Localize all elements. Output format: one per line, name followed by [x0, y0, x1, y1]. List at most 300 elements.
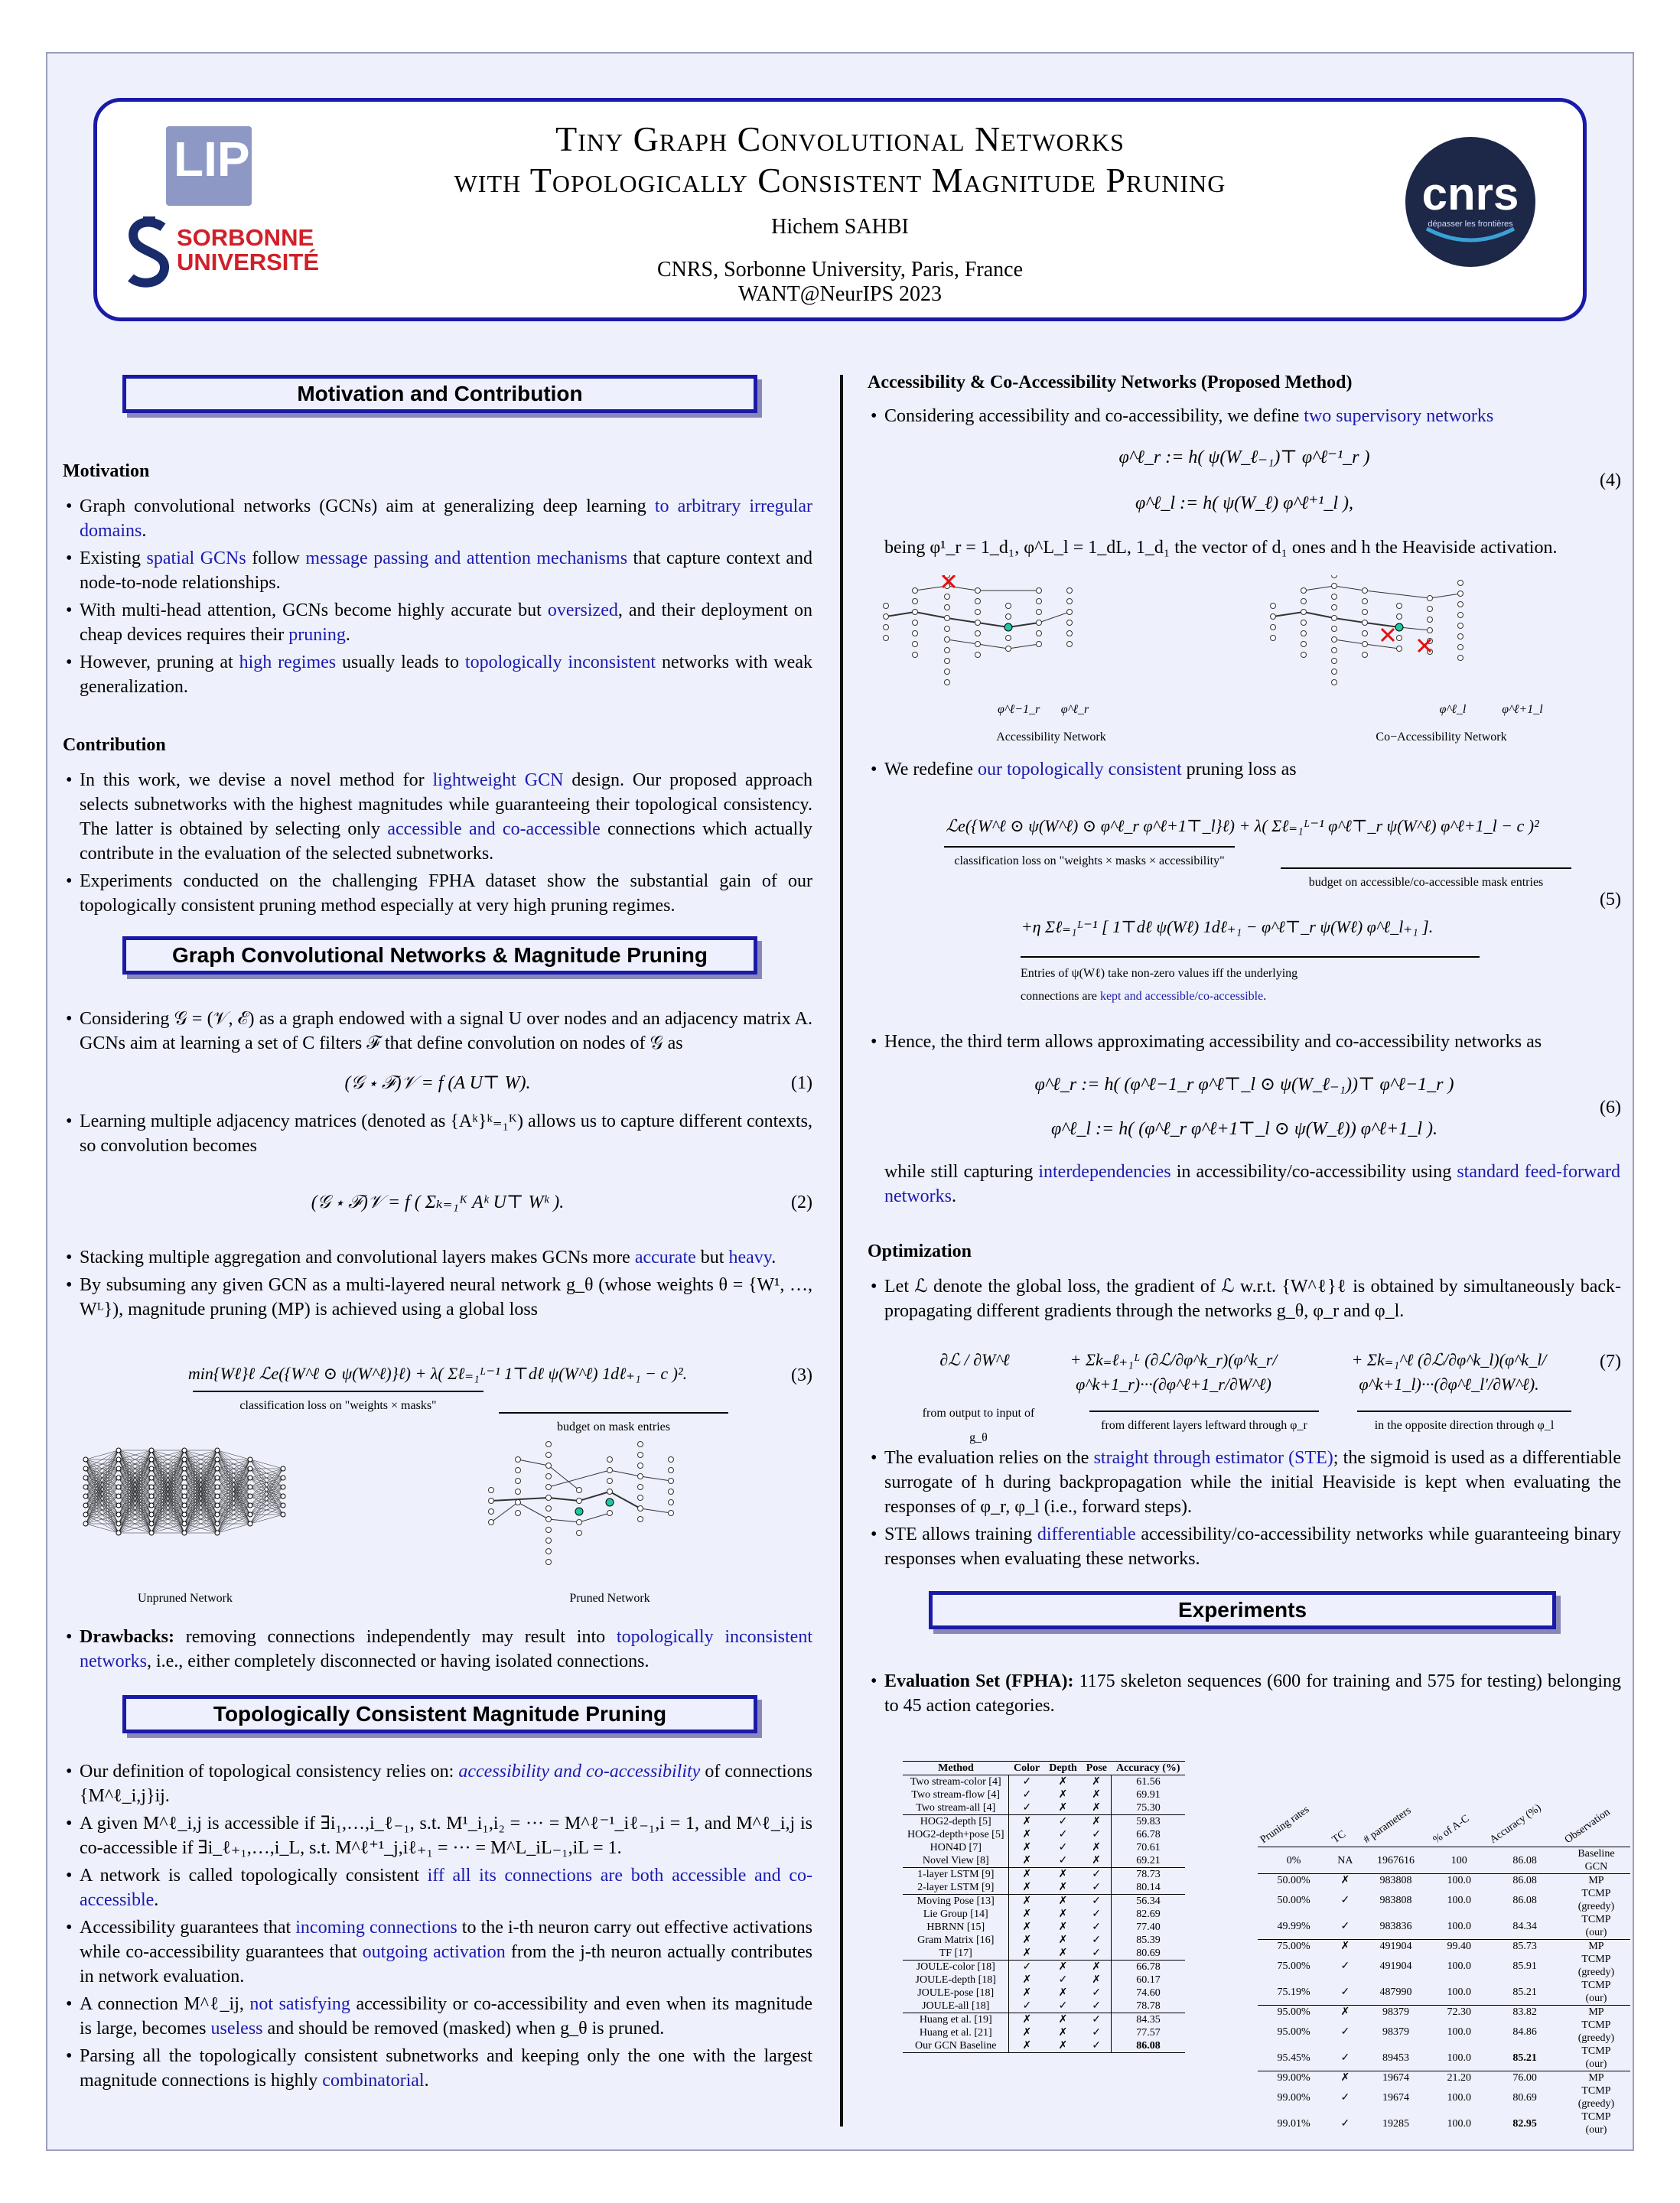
table-cell: ✗ — [1022, 1922, 1032, 1933]
network-edge — [518, 1459, 549, 1466]
table-cell: ✗ — [1022, 1882, 1032, 1893]
network-node — [1037, 631, 1042, 636]
table-cell: ✗ — [1044, 2013, 1082, 2027]
table-cell: ✗ — [1009, 2013, 1044, 2027]
table-cell: MP — [1562, 2006, 1630, 2019]
results-table-methods — [903, 1761, 1185, 2053]
highlight-node — [1395, 623, 1403, 631]
tcmp-item: • Our definition of topological consistency relies on: accessibility and co-accessibility of connections {M^ℓ_i,j}ij. — [63, 1759, 812, 1808]
table-cell: 49.99% — [1277, 1920, 1310, 1932]
table-cell: 80.14 — [1136, 1882, 1161, 1893]
network-node — [607, 1511, 613, 1516]
network-node — [884, 614, 889, 620]
table-cell: 77.57 — [1136, 2027, 1161, 2039]
highlight-node — [606, 1498, 614, 1506]
network-node — [913, 642, 918, 647]
table-cell: ✗ — [1022, 1948, 1032, 1959]
table-cell: ✗ — [1082, 1961, 1112, 1974]
table-cell: JOULE-all [18] — [903, 2000, 1009, 2013]
network-edge — [549, 1466, 579, 1490]
table-cell: ✓ — [1022, 1776, 1032, 1788]
table-cell: ✓ — [1022, 1789, 1032, 1801]
table-cell: ✗ — [1058, 1987, 1068, 1999]
network-node — [1067, 599, 1073, 604]
table-cell: HOG2-depth [5] — [903, 1815, 1009, 1829]
table-cell: TCMP (greedy) — [1577, 2085, 1615, 2110]
table2-header: % of A-C — [1431, 1813, 1472, 1847]
table-cell: 95.00% — [1277, 2026, 1310, 2038]
network-node — [182, 1494, 187, 1498]
table-cell: TCMP (our) — [1581, 2045, 1611, 2070]
table-cell: 19674 — [1382, 2091, 1409, 2104]
network-edge — [610, 1492, 640, 1508]
network-node — [281, 1503, 285, 1508]
table-row — [1258, 1940, 1630, 1954]
tcmp-list — [63, 1759, 812, 2096]
table-cell: ✓ — [1082, 1881, 1112, 1895]
equation-5b: +η Σℓ₌₁ᴸ⁻¹ [ 1⊤dℓ ψ(Wℓ) 1dℓ₊₁ − φ^ℓ⊤_r ψ(Wℓ) φ^ℓ_l₊₁ ]. — [1021, 917, 1434, 936]
optimization-bullet-1: • Let ℒ denote the global loss, the gradient of ℒ w.r.t. {W^ℓ}ℓ is obtained by simultaneously back-propagating different gradients through the networks g_θ, φ_r and φ_l. — [868, 1274, 1621, 1326]
table-cell: 59.83 — [1112, 1815, 1185, 1829]
network-node — [149, 1448, 154, 1453]
network-node — [1301, 610, 1307, 615]
table-cell: Two stream-all [4] — [903, 1801, 1009, 1815]
network-node — [1363, 620, 1368, 626]
network-node — [669, 1457, 674, 1463]
table-cell: ✗ — [1022, 1935, 1032, 1946]
table-row — [1258, 2019, 1630, 2045]
table-cell: 70.61 — [1136, 1842, 1161, 1853]
network-node — [281, 1476, 285, 1480]
network-node — [1428, 617, 1433, 623]
table-cell: 75.30 — [1136, 1802, 1161, 1814]
table-cell: TCMP (greedy) — [1577, 1954, 1615, 1978]
equation-7-brace-1: from output to input of g_θ — [922, 1407, 1035, 1444]
table-cell: ✗ — [1044, 1961, 1082, 1974]
methods-table — [903, 1761, 1185, 2053]
table-row — [903, 1881, 1185, 1895]
network-node — [116, 1448, 121, 1453]
gcn-bullets-3-4 — [63, 1245, 812, 1325]
network-node — [1397, 646, 1402, 652]
table-cell: ✓ — [1340, 1920, 1350, 1932]
network-node — [116, 1531, 121, 1535]
table-cell: 99.00% — [1258, 2071, 1330, 2085]
network-node — [638, 1506, 643, 1512]
network-node — [1363, 652, 1368, 658]
table-cell: 86.08 — [1487, 1847, 1562, 1874]
table-cell: ✓ — [1082, 1947, 1112, 1961]
table-cell: JOULE-depth [18] — [903, 1974, 1009, 1987]
table-cell: ✓ — [1340, 2117, 1350, 2130]
network-edge — [250, 1496, 283, 1524]
table-cell: 85.39 — [1136, 1935, 1161, 1946]
network-node — [975, 599, 981, 604]
network-node — [149, 1503, 154, 1508]
table-cell: 86.08 — [1112, 2039, 1185, 2053]
table-row — [1258, 1979, 1630, 2006]
table-cell: JOULE-color [18] — [903, 1961, 1009, 1974]
table-cell: 89453 — [1382, 2052, 1409, 2064]
table-row — [903, 1868, 1185, 1882]
fig-label-phi-r-prev: φ^ℓ−1_r — [998, 703, 1040, 716]
table-cell: 86.08 — [1512, 1894, 1537, 1906]
network-edge — [518, 1502, 549, 1519]
table2-header: TC — [1330, 1828, 1349, 1847]
network-node — [546, 1506, 552, 1512]
equation-7-brace-3: in the opposite direction through φ_l — [1357, 1411, 1571, 1438]
section-title-motivation: Motivation and Contribution — [122, 375, 757, 413]
table-cell: 0% — [1258, 1847, 1330, 1874]
table-cell: HON4D [7] — [903, 1841, 1009, 1854]
table-cell: ✓ — [1082, 1987, 1112, 2000]
accessibility-while: while still capturing interdependencies in accessibility/co-accessibility using standard feed-forward networks. — [884, 1162, 1620, 1206]
network-node — [182, 1457, 187, 1462]
equation-1: (𝒢 ⋆ ℱ)𝒱 = f (A U⊤ W). (1) — [63, 1071, 812, 1095]
network-node — [546, 1485, 552, 1490]
table-cell: 76.00 — [1487, 2071, 1562, 2085]
network-node — [638, 1453, 643, 1458]
network-node — [1332, 648, 1337, 653]
table-cell: ✗ — [1082, 1854, 1112, 1868]
table-cell: ✓ — [1082, 2039, 1112, 2053]
table2-header: Observation — [1563, 1806, 1613, 1847]
network-edge — [1334, 618, 1365, 623]
network-node — [215, 1485, 220, 1489]
table-cell: MP — [1562, 1940, 1630, 1954]
table-cell: 100.0 — [1447, 1920, 1471, 1932]
table-cell: ✓ — [1058, 1829, 1068, 1840]
network-node — [83, 1457, 88, 1462]
network-node — [1332, 637, 1337, 643]
network-node — [1332, 584, 1337, 589]
network-node — [1458, 656, 1463, 661]
affiliation: CNRS, Sorbonne University, Paris, France WANT@NeurIPS 2023 — [656, 258, 1024, 306]
network-node — [116, 1503, 121, 1508]
table-cell: ✗ — [1022, 1842, 1032, 1853]
network-node — [975, 620, 981, 626]
network-edge — [1008, 623, 1039, 627]
table-cell: 83.82 — [1487, 2006, 1562, 2019]
table-cell: 983808 — [1379, 1894, 1412, 1906]
network-node — [945, 637, 950, 643]
network-node — [1006, 646, 1011, 652]
contribution-heading: Contribution — [63, 735, 166, 755]
table-cell: 84.86 — [1512, 2026, 1537, 2038]
table-cell: ✗ — [1330, 2006, 1360, 2019]
table-cell: ✗ — [1044, 1868, 1082, 1882]
network-edge — [86, 1524, 119, 1533]
network-node — [116, 1466, 121, 1471]
table-cell: ✗ — [1082, 1815, 1112, 1829]
network-edge — [1304, 612, 1334, 618]
poster-header — [93, 98, 1587, 321]
table-cell: ✓ — [1082, 1895, 1112, 1909]
network-node — [1332, 626, 1337, 632]
table-cell: HBRNN [15] — [903, 1921, 1009, 1934]
table-row — [1258, 2071, 1630, 2085]
network-node — [1067, 631, 1073, 636]
motivation-item: • However, pruning at high regimes usually leads to topologically inconsistent networks with weak generalization. — [63, 650, 812, 699]
network-node — [1428, 628, 1433, 633]
network-node — [83, 1476, 88, 1480]
pruned-network-caption: Pruned Network — [569, 1592, 650, 1605]
table-cell: HOG2-depth+pose [5] — [903, 1828, 1009, 1841]
network-node — [546, 1538, 552, 1544]
optimization-bullets-2-3 — [868, 1446, 1621, 1574]
network-edge — [86, 1450, 119, 1496]
table-cell: 75.00% — [1258, 1940, 1330, 1954]
equation-6a: φ^ℓ_r := h( (φ^ℓ−1_r φ^ℓ⊤_l ⊙ ψ(W_ℓ₋₁))⊤ φ^ℓ−1_r ) — [1034, 1075, 1454, 1095]
table-row — [903, 2026, 1185, 2039]
network-node — [669, 1489, 674, 1495]
table-cell: 95.00% — [1258, 2006, 1330, 2019]
network-node — [1332, 680, 1337, 685]
table-cell: ✓ — [1082, 2013, 1112, 2027]
network-node — [1067, 610, 1073, 615]
table-cell: ✗ — [1082, 1801, 1112, 1815]
network-node — [281, 1512, 285, 1517]
network-node — [1458, 645, 1463, 650]
table2-header: Pruning rates — [1258, 1804, 1312, 1847]
network-node — [83, 1485, 88, 1489]
table-cell: ✓ — [1082, 1921, 1112, 1934]
network-node — [945, 605, 950, 610]
network-node — [516, 1457, 521, 1463]
network-node — [215, 1503, 220, 1508]
network-node — [149, 1466, 154, 1471]
table-cell: ✗ — [1082, 1788, 1112, 1801]
network-node — [1037, 588, 1042, 594]
table-cell: JOULE-pose [18] — [903, 1987, 1009, 2000]
network-node — [149, 1531, 154, 1535]
network-node — [975, 652, 981, 658]
network-node — [546, 1517, 552, 1522]
table-cell: 66.78 — [1112, 1961, 1185, 1974]
network-node — [638, 1517, 643, 1522]
network-node — [248, 1494, 252, 1498]
network-node — [1332, 575, 1337, 578]
network-node — [913, 588, 918, 594]
network-node — [1037, 599, 1042, 604]
network-node — [83, 1512, 88, 1517]
network-node — [669, 1511, 674, 1516]
table1-header: Method — [903, 1762, 1009, 1775]
table-row — [903, 1987, 1185, 2000]
table-cell: 99.01% — [1277, 2117, 1310, 2130]
network-node — [248, 1521, 252, 1526]
table-cell: Huang et al. [19] — [903, 2013, 1009, 2027]
network-node — [281, 1494, 285, 1498]
network-node — [516, 1468, 521, 1473]
table-cell: 60.17 — [1136, 1974, 1161, 1986]
network-node — [546, 1442, 552, 1447]
table-cell: 61.56 — [1136, 1776, 1161, 1788]
network-node — [215, 1448, 220, 1453]
network-node — [669, 1500, 674, 1505]
network-node — [182, 1476, 187, 1480]
network-edge — [217, 1524, 250, 1533]
network-node — [1271, 636, 1276, 641]
network-node — [1271, 604, 1276, 609]
equation-4b: φ^ℓ_l := h( ψ(W_ℓ) φ^ℓ⁺¹_l ), — [1135, 493, 1354, 513]
table-cell: 100.0 — [1447, 1960, 1471, 1972]
network-node — [116, 1512, 121, 1517]
network-node — [638, 1474, 643, 1479]
network-node — [638, 1463, 643, 1469]
network-node — [945, 648, 950, 653]
poster-title: Tiny Graph Convolutional Networks with Topologically Consistent Magnitude Pruning — [454, 119, 1226, 200]
network-node — [1458, 613, 1463, 618]
table-cell: Two stream-flow [4] — [903, 1788, 1009, 1801]
table-cell: ✗ — [1044, 1895, 1082, 1909]
table-cell: 100 — [1431, 1847, 1487, 1874]
network-node — [1332, 669, 1337, 675]
table-cell: 84.35 — [1112, 2013, 1185, 2027]
table-cell: ✗ — [1082, 1775, 1112, 1789]
table-cell: ✗ — [1058, 1935, 1068, 1946]
network-edge — [217, 1469, 250, 1533]
network-node — [248, 1512, 252, 1517]
table-cell: ✓ — [1340, 2091, 1350, 2104]
table-cell: Two stream-color [4] — [903, 1775, 1009, 1789]
table-cell: ✗ — [1022, 2027, 1032, 2039]
table-cell: Gram Matrix [16] — [903, 1934, 1009, 1947]
table-cell: 85.21 — [1512, 2052, 1537, 2064]
table-cell: 98379 — [1382, 2026, 1409, 2038]
network-node — [1458, 581, 1463, 586]
equation-7a: ∂ℒ / ∂W^ℓ — [939, 1350, 1010, 1369]
network-edge — [978, 623, 1008, 627]
accessibility-being: being φ¹_r = 1_d₁, φ^L_l = 1_dL, 1_d₁ the vector of d₁ ones and h the Heaviside activation. — [884, 538, 1558, 558]
network-node — [546, 1474, 552, 1479]
table-cell: ✗ — [1058, 1802, 1068, 1814]
network-edge — [640, 1476, 671, 1481]
network-node — [975, 588, 981, 594]
equation-5-number: (5) — [1600, 890, 1621, 910]
network-node — [884, 636, 889, 641]
table-row — [903, 2000, 1185, 2013]
gcn-bullet-4: • By subsuming any given GCN as a multi-layered neural network g_θ (whose weights θ = {W¹, …, Wᴸ}), magnitude pruning (MP) is achieved using a global loss — [63, 1273, 812, 1322]
network-node — [116, 1457, 121, 1462]
motivation-item: • Existing spatial GCNs follow message passing and attention mechanisms that capture context and node-to-node relationships. — [63, 546, 812, 595]
network-edge — [947, 586, 978, 591]
section-title-experiments: Experiments — [929, 1591, 1556, 1629]
table-cell: TF [17] — [903, 1947, 1009, 1961]
network-node — [1363, 588, 1368, 594]
table-cell: 100.0 — [1447, 1894, 1471, 1906]
network-edge — [549, 1519, 579, 1522]
equation-1-number: (1) — [791, 1073, 812, 1093]
table-cell: ✓ — [1340, 1894, 1350, 1906]
network-node — [1332, 605, 1337, 610]
network-node — [116, 1521, 121, 1526]
network-node — [248, 1476, 252, 1480]
network-node — [1006, 636, 1011, 641]
table-cell: ✗ — [1022, 1987, 1032, 1999]
table-cell: 100.0 — [1431, 1874, 1487, 1888]
equation-7c: + Σk₌₁^ℓ (∂ℒ/∂φ^k_l)(φ^k_l/φ^k+1_l)···(∂φ^ℓ_l′/∂W^ℓ). — [1351, 1350, 1547, 1394]
network-edge — [1008, 644, 1039, 649]
removed-connection-cross-icon — [1418, 639, 1431, 652]
network-edge — [1039, 612, 1070, 623]
network-node — [116, 1476, 121, 1480]
table-cell: 100.0 — [1447, 2052, 1471, 2064]
motivation-item: • With multi-head attention, GCNs become highly accurate but oversized, and their deployment on cheap devices requires their pruning. — [63, 598, 812, 647]
cnrs-logo — [1405, 137, 1535, 267]
highlight-node — [1004, 623, 1012, 631]
network-edge — [250, 1478, 283, 1524]
tcmp-item: • Parsing all the topologically consistent subnetworks and keeping only the one with the largest magnitude connections is highly combinatorial. — [63, 2044, 812, 2093]
network-node — [116, 1485, 121, 1489]
network-node — [182, 1466, 187, 1471]
table-cell: TCMP (greedy) — [1577, 1888, 1615, 1912]
table-cell: 82.69 — [1136, 1909, 1161, 1920]
network-edge — [915, 612, 947, 618]
accessibility-bullet-1: • Considering accessibility and co-accessibility, we define two supervisory networks — [868, 404, 1621, 431]
network-node — [1363, 610, 1368, 615]
network-node — [884, 604, 889, 609]
network-node — [215, 1476, 220, 1480]
fig-label-phi-l: φ^ℓ_l — [1439, 703, 1467, 716]
equation-2: (𝒢 ⋆ ℱ)𝒱 = f ( Σₖ₌₁ᴷ Aᵏ U⊤ Wᵏ ). (2) — [63, 1190, 812, 1215]
table-cell: ✗ — [1022, 1855, 1032, 1866]
table-cell: ✗ — [1058, 1789, 1068, 1801]
network-edge — [491, 1502, 518, 1522]
table-row — [1258, 1887, 1630, 1913]
network-node — [975, 631, 981, 636]
table-cell: ✓ — [1058, 2000, 1068, 2012]
network-node — [182, 1485, 187, 1489]
coaccessibility-network-caption: Co−Accessibility Network — [1376, 731, 1507, 744]
table-row — [903, 1947, 1185, 1961]
equation-3-number: (3) — [791, 1365, 812, 1385]
network-node — [638, 1495, 643, 1501]
network-node — [1397, 614, 1402, 620]
table-cell: 983836 — [1379, 1920, 1412, 1932]
network-node — [1301, 599, 1307, 604]
table-cell: 85.91 — [1512, 1960, 1537, 1972]
table-cell: ✗ — [1009, 1895, 1044, 1909]
table-cell: ✗ — [1330, 1874, 1360, 1888]
table-cell: Our GCN Baseline — [903, 2039, 1009, 2053]
table-cell: 69.21 — [1136, 1855, 1161, 1866]
network-edge — [86, 1450, 119, 1459]
table-cell: ✗ — [1082, 1841, 1112, 1854]
cnrs-tagline: dépasser les frontières — [1428, 220, 1513, 229]
table-row — [1258, 1847, 1630, 1874]
table-cell: 99.40 — [1431, 1940, 1487, 1954]
equation-6-number: (6) — [1600, 1098, 1621, 1118]
table-row — [903, 1854, 1185, 1868]
network-node — [489, 1498, 494, 1504]
table-row — [1258, 2045, 1630, 2071]
network-edge — [1365, 591, 1430, 598]
motivation-heading: Motivation — [63, 461, 150, 481]
equation-5-brace-1: classification loss on "weights × masks × accessibility" — [944, 846, 1235, 874]
contribution-item: • In this work, we devise a novel method for lightweight GCN design. Our proposed approach selects subnetworks with the highest magnitudes while guaranteeing their topological consistency. The latter is obtained by selecting only accessible and co-accessible connections which actually contribute in the evaluation of the selected subnetworks. — [63, 768, 812, 866]
table-cell: 80.69 — [1136, 1948, 1161, 1959]
sorbonne-logo-text: SORBONNE UNIVERSITÉ — [177, 224, 320, 275]
table-row — [1258, 2084, 1630, 2110]
optimization-bullet-2: • The evaluation relies on the straight through estimator (STE); the sigmoid is used as a differentiable surrogate of h during backpropagation while the initial Heaviside is kept when evaluating the responses of φ_r, φ_l (i.e., forward steps). — [868, 1446, 1621, 1519]
network-node — [248, 1466, 252, 1471]
table-cell: ✓ — [1340, 2026, 1350, 2038]
network-node — [1397, 636, 1402, 641]
equation-4-number: (4) — [1600, 470, 1621, 490]
network-node — [1332, 659, 1337, 664]
network-edge — [1304, 586, 1334, 591]
